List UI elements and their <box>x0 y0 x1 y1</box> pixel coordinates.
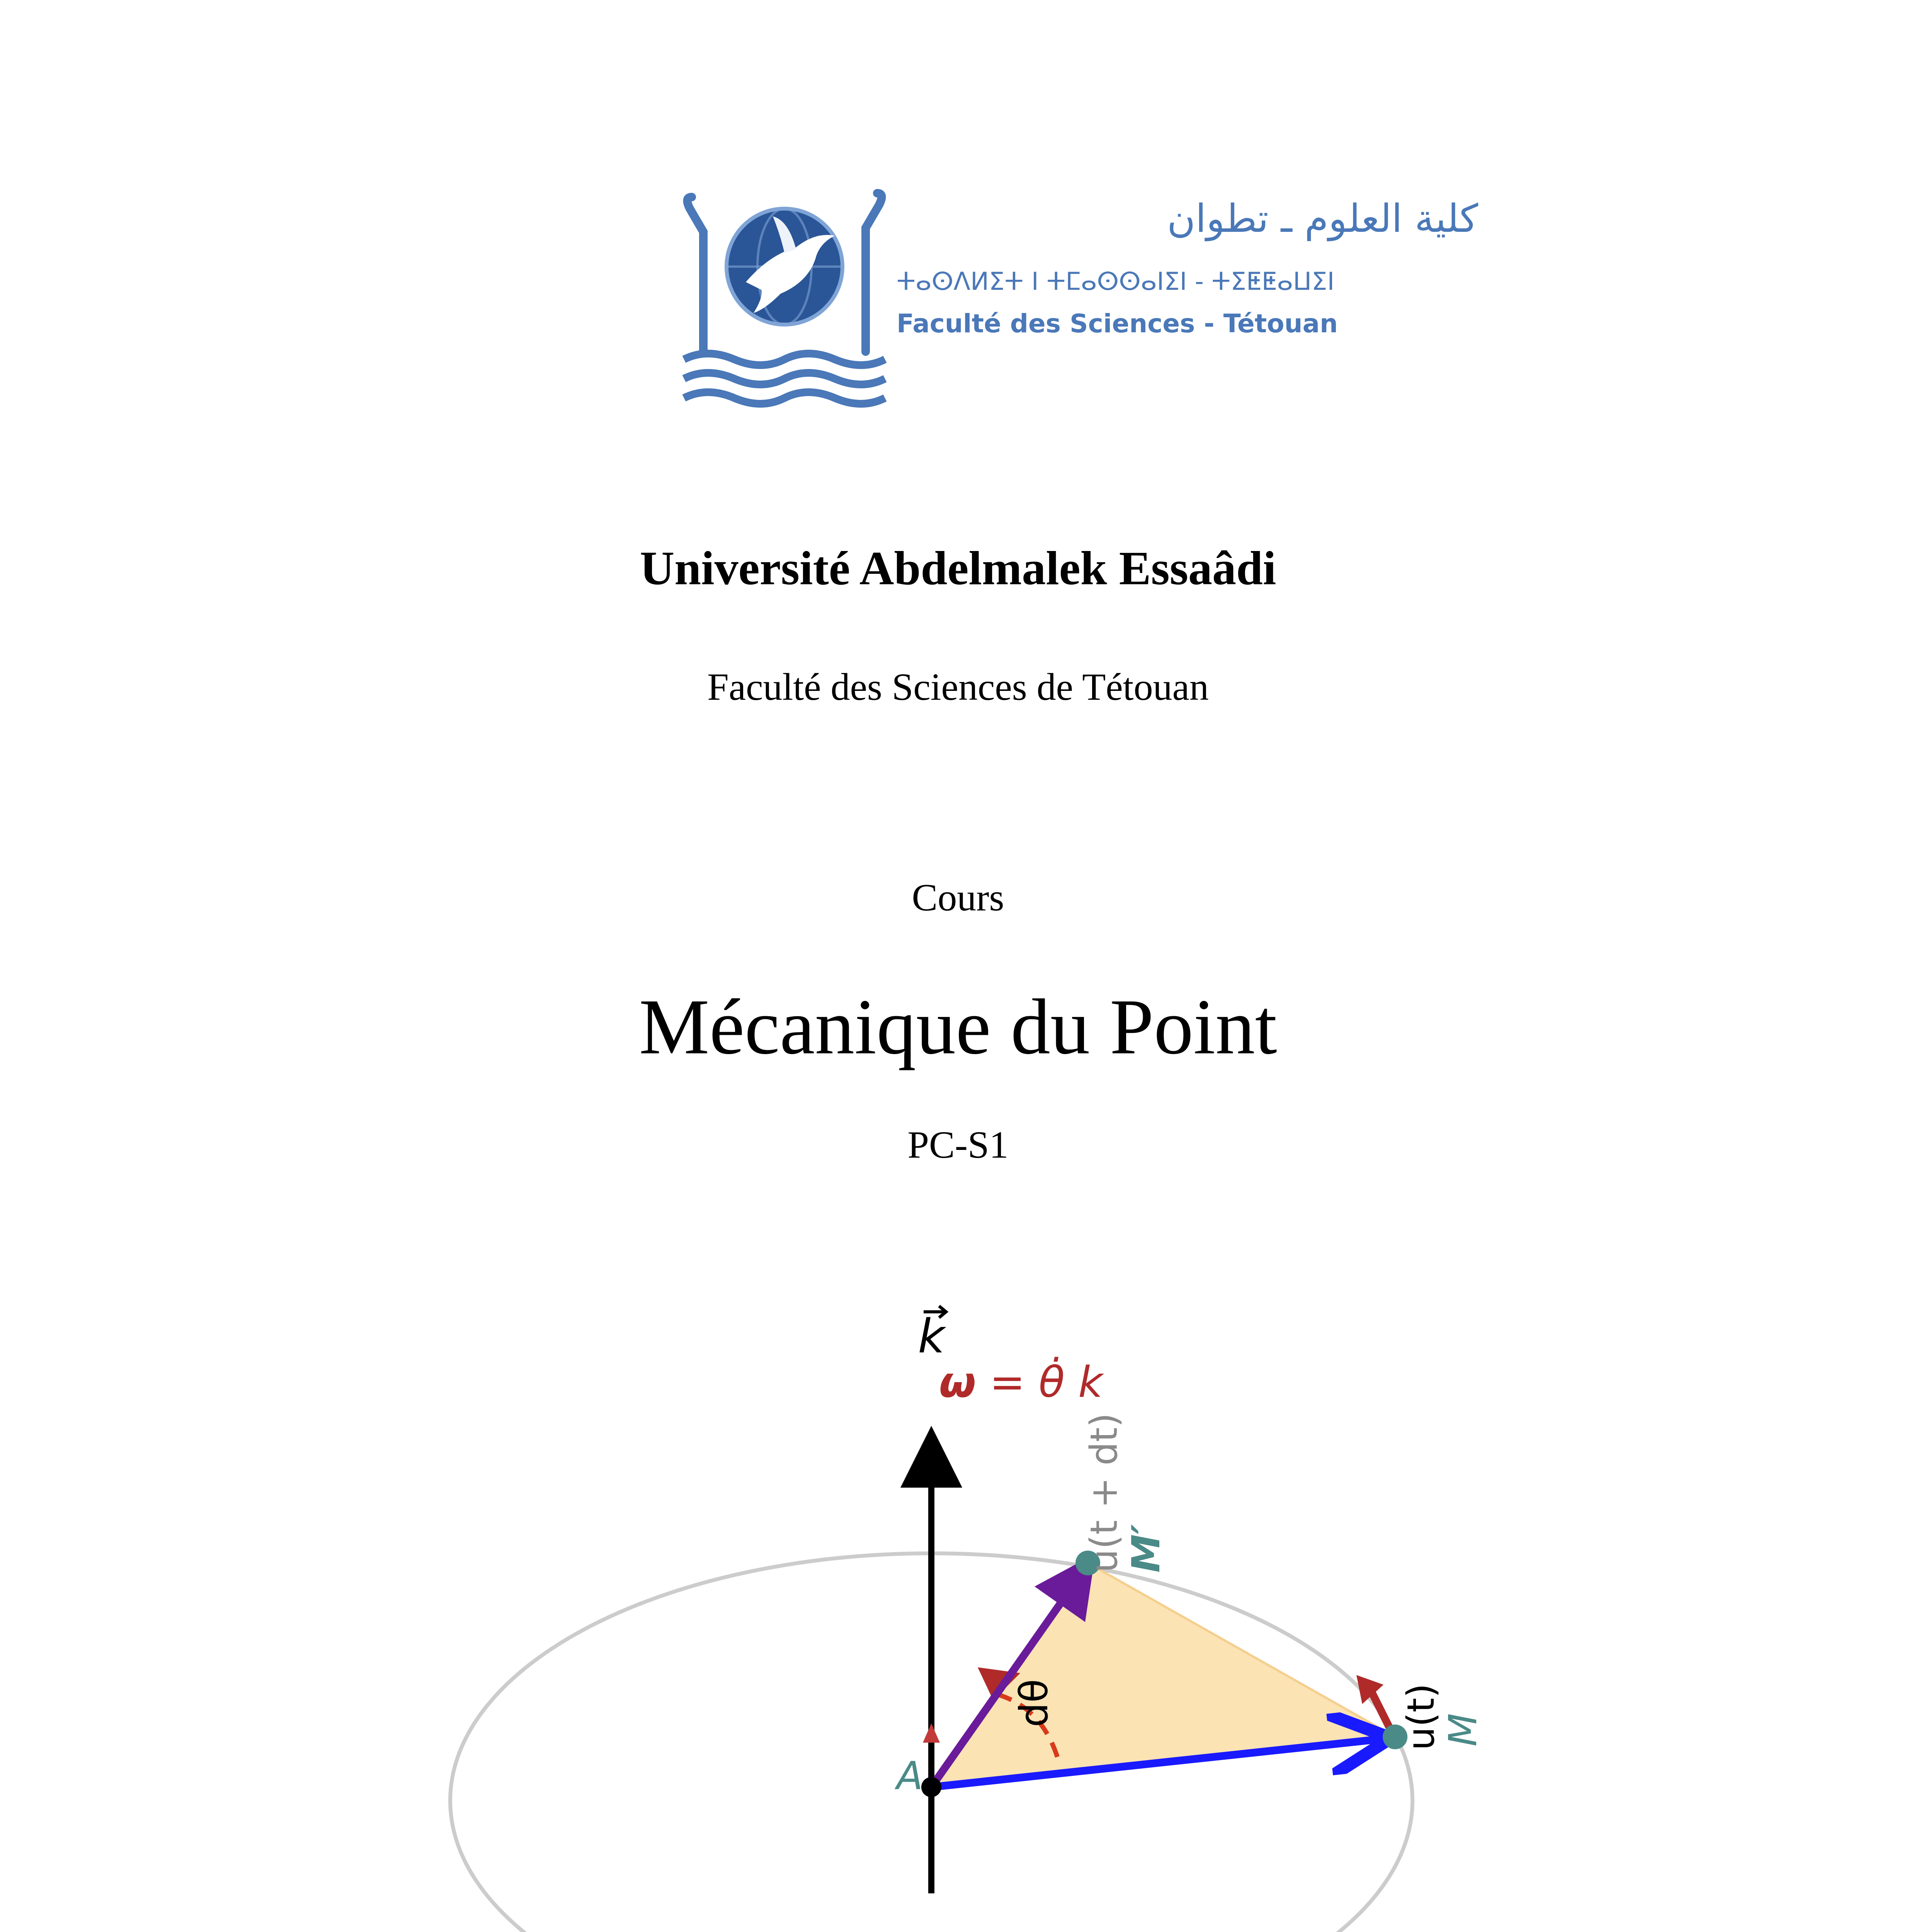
point-A <box>921 1777 941 1797</box>
faculty-name: Faculté des Sciences de Tétouan <box>707 665 1209 708</box>
document-type: Cours <box>912 876 1004 919</box>
rotation-diagram <box>425 1275 1507 1932</box>
logo-arabic-text: كلية العلوم ـ تطوان <box>1167 196 1479 241</box>
logo-french-text: Faculté des Sciences - Tétouan <box>897 309 1338 338</box>
omega-arrow-marker <box>923 1723 940 1743</box>
omega-symbol: ω <box>939 1357 976 1407</box>
k-label: k <box>918 1310 945 1364</box>
M-prime-label: M′ <box>1123 1524 1169 1573</box>
rotation-diagram-svg <box>425 1275 1507 1932</box>
d-theta-label: dθ <box>1011 1679 1057 1727</box>
logo-tifinagh-text: ⵜⴰⵙⴷⵍⵉⵜ ⵏ ⵜⵎⴰⵙⵙⴰⵏⵉⵏ - ⵜⵉⵟⵟⴰⵡⵉⵏ <box>897 267 1335 296</box>
u-t-dt-label: u(t + dt) <box>1082 1413 1126 1573</box>
faculty-logo-graphic <box>680 185 1479 417</box>
course-code: PC-S1 <box>907 1123 1009 1166</box>
M-label: M <box>1440 1713 1485 1747</box>
faculty-logo <box>680 185 1479 417</box>
course-title: Mécanique du Point <box>639 983 1277 1071</box>
omega-rhs: = θ̇ k <box>976 1357 1103 1407</box>
u-t-label: u(t) <box>1399 1683 1443 1750</box>
A-label: A <box>897 1753 923 1798</box>
omega-formula <box>939 1356 1104 1407</box>
university-name: Université Abdelmalek Essaâdi <box>640 542 1276 595</box>
